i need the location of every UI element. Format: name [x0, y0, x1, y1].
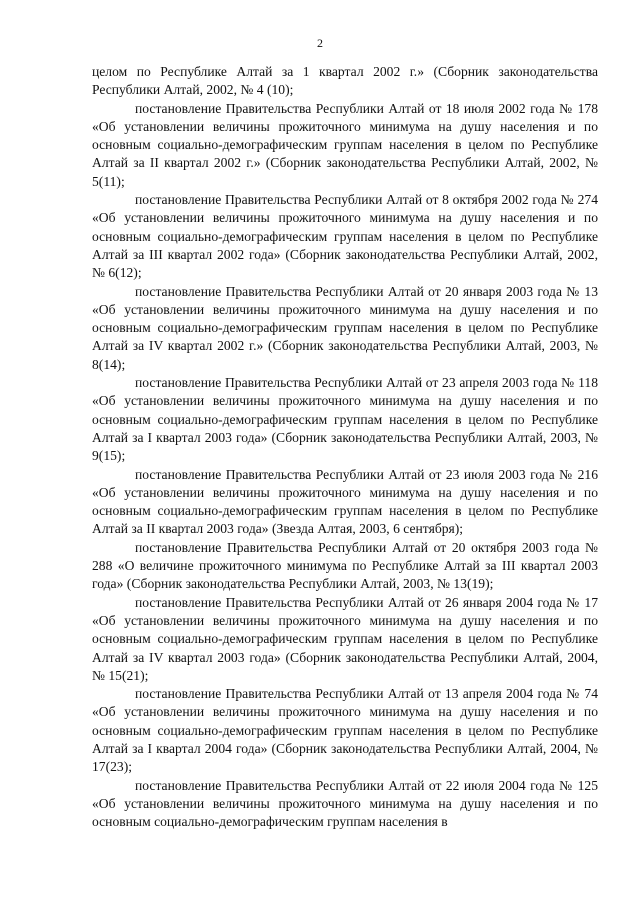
- paragraph-resolution-13: постановление Правительства Республики Алтай от 20 января 2003 года № 13 «Об установлении величины прожиточного минимума на душу населения и по основным социально-демографическим группам населения в целом по Республике Алтай за IV квартал 2002 г.» (Сборник законодательства Республики Алтай, 2003, № 8(14);: [92, 283, 598, 372]
- document-body: [92, 63, 598, 831]
- paragraph-resolution-74: постановление Правительства Республики Алтай от 13 апреля 2004 года № 74 «Об установлении величины прожиточного минимума на душу населения и по основным социально-демографическим группам населения в целом по Республике Алтай за I квартал 2004 года» (Сборник законодательства Республики Алтай, 2004, № 17(23);: [92, 686, 598, 775]
- paragraph-resolution-178: постановление Правительства Республики Алтай от 18 июля 2002 года № 178 «Об установлении величины прожиточного минимума на душу населения и по основным социально-демографическим группам населения в целом по Республике Алтай за II квартал 2002 г.» (Сборник законодательства Республики Алтай, 2002, № 5(11);: [92, 100, 598, 189]
- paragraph-resolution-274: постановление Правительства Республики Алтай от 8 октября 2002 года № 274 «Об установлении величины прожиточного минимума на душу населения и по основным социально-демографическим группам населения в целом по Республике Алтай за III квартал 2002 года» (Сборник законодательства Республики Алтай, 2002, № 6(12);: [92, 192, 598, 281]
- paragraph-resolution-288: постановление Правительства Республики Алтай от 20 октября 2003 года № 288 «О величине прожиточного минимума по Республике Алтай за III квартал 2003 года» (Сборник законодательства Республики Алтай, 2003, № 13(19);: [92, 539, 598, 592]
- paragraph-resolution-125: постановление Правительства Республики Алтай от 22 июля 2004 года № 125 «Об установлении величины прожиточного минимума на душу населения и по основным социально-демографическим группам населения в: [92, 777, 598, 830]
- paragraph-continuation: целом по Республике Алтай за 1 квартал 2002 г.» (Сборник законодательства Республики Алтай, 2002, № 4 (10);: [92, 64, 598, 98]
- paragraph-resolution-118: постановление Правительства Республики Алтай от 23 апреля 2003 года № 118 «Об установлении величины прожиточного минимума на душу населения и по основным социально-демографическим группам населения в целом по Республике Алтай за I квартал 2003 года» (Сборник законодательства Республики Алтай, 2003, № 9(15);: [92, 375, 598, 464]
- paragraph-resolution-17: постановление Правительства Республики Алтай от 26 января 2004 года № 17 «Об установлении величины прожиточного минимума на душу населения и по основным социально-демографическим группам населения в целом по Республике Алтай за IV квартал 2003 года» (Сборник законодательства Республики Алтай, 2004, № 15(21);: [92, 594, 598, 683]
- paragraph-resolution-216: постановление Правительства Республики Алтай от 23 июля 2003 года № 216 «Об установлении величины прожиточного минимума на душу населения и по основным социально-демографическим группам населения в целом по Республике Алтай за II квартал 2003 года» (Звезда Алтая, 2003, 6 сентября);: [92, 466, 598, 537]
- page-number: 2: [317, 36, 323, 50]
